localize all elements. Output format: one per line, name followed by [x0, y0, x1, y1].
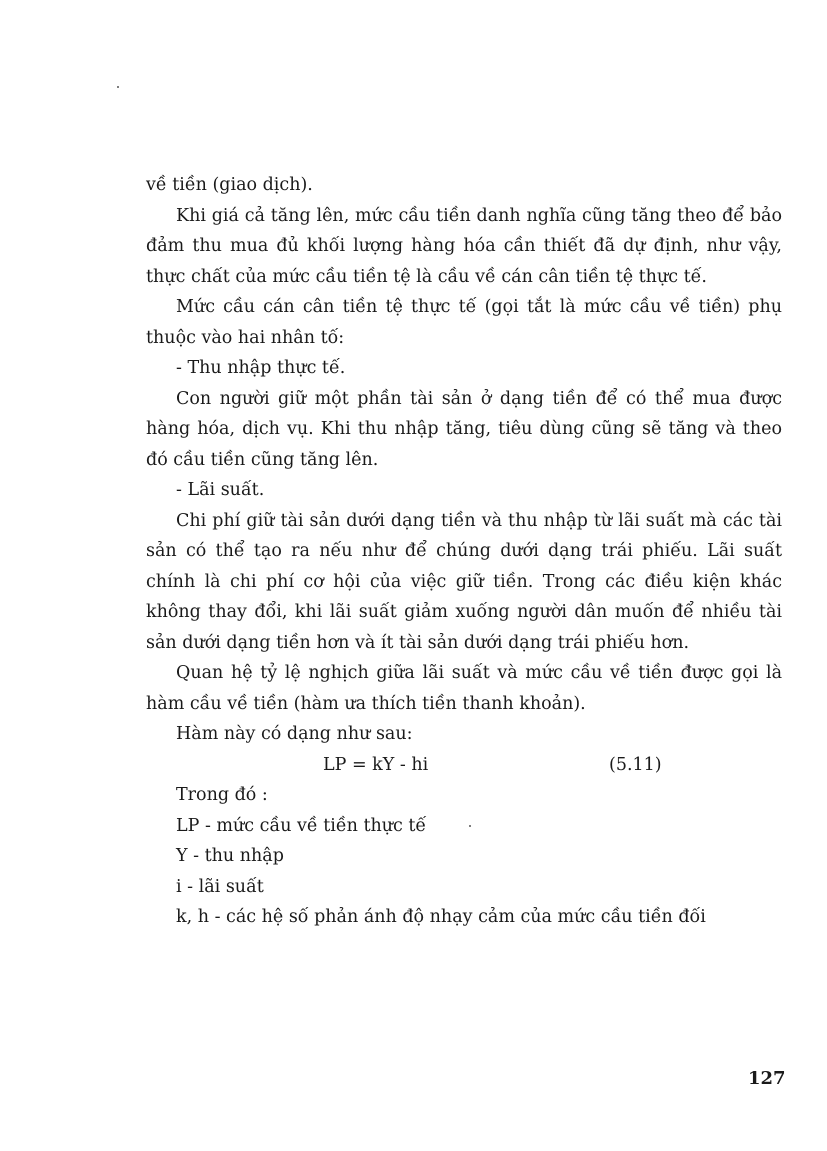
paragraph: Con người giữ một phần tài sản ở dạng tiền để có thể mua được hàng hóa, dịch vụ. Khi thu nhập tăng, tiêu dùng cũng sẽ tăng và theo đó cầu tiền cũng tăng lên.	[146, 388, 782, 470]
definition-item: Y - thu nhập	[176, 846, 284, 866]
formula	[146, 750, 782, 781]
body-text	[146, 170, 782, 933]
paragraph-continuation: về tiền (giao dịch).	[146, 175, 313, 195]
factor-heading: - Lãi suất.	[176, 480, 265, 500]
formula-expression: LP = kY - hi	[323, 754, 429, 775]
scan-speck	[117, 86, 119, 88]
page-number: 127	[748, 1068, 786, 1089]
definition-item: LP - mức cầu về tiền thực tế	[176, 815, 427, 836]
paragraph: Chi phí giữ tài sản dưới dạng tiền và thu nhập từ lãi suất mà các tài sản có thể tạo ra nếu như để chúng dưới dạng trái phiếu. Lãi suất chính là chi phí cơ hội của việc giữ tiền. Trong các điều kiện khác không thay đổi, khi lãi suất giảm xuống người dân muốn để nhiều tài sản dưới dạng tiền hơn và ít tài sản dưới dạng trái phiếu hơn.	[146, 510, 782, 653]
paragraph: Khi giá cả tăng lên, mức cầu tiền danh nghĩa cũng tăng theo để bảo đảm thu mua đủ khối lượng hàng hóa cần thiết đã dự định, như vậy, thực chất của mức cầu tiền tệ là cầu về cán cân tiền tệ thực tế.	[146, 205, 782, 287]
definitions-intro: Trong đó :	[176, 785, 268, 805]
paragraph: Mức cầu cán cân tiền tệ thực tế (gọi tắt là mức cầu về tiền) phụ thuộc vào hai nhân tố:	[146, 297, 782, 348]
definition-item: i - lãi suất	[176, 876, 264, 897]
factor-heading: - Thu nhập thực tế.	[176, 358, 346, 378]
paragraph: Quan hệ tỷ lệ nghịch giữa lãi suất và mức cầu về tiền được gọi là hàm cầu về tiền (hàm ưa thích tiền thanh khoản).	[146, 663, 782, 714]
paragraph: Hàm này có dạng như sau:	[176, 724, 413, 744]
definition-item: k, h - các hệ số phản ánh độ nhạy cảm của mức cầu tiền đối	[176, 907, 706, 927]
equation-number: (5.11)	[609, 754, 662, 775]
